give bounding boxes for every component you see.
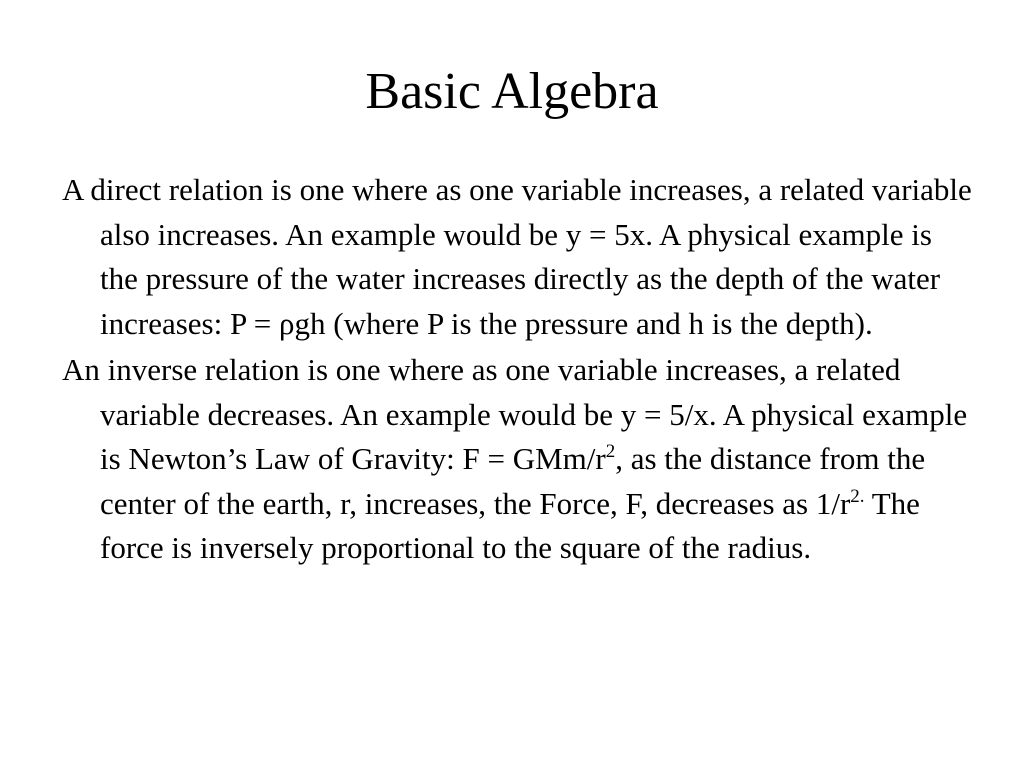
superscript-exponent: 2: [605, 441, 616, 462]
paragraph-text: The force is inversely proportional to the square of the radius.: [100, 485, 920, 565]
paragraph-text: An inverse relation is one where as one variable increases, a related variable decreases. An example would be y = 5/x. A physical example is Newton’s Law of Gravity: F = GMm/r: [62, 352, 968, 476]
paragraph-text: , as the distance from the center of the earth, r, increases, the Force, F, decreases as 1/r: [100, 441, 926, 521]
paragraph-direct-relation: [62, 168, 972, 346]
paragraph-text: A direct relation is one where as one variable increases, a related variable also increases. An example would be y = 5x. A physical example is the pressure of the water increases directly as the depth of the water increases: P = ρgh (where P is the pressure and h is the depth).: [62, 172, 972, 341]
slide-body: [62, 168, 972, 573]
slide-title: Basic Algebra: [365, 63, 659, 120]
superscript-exponent: 2.: [850, 485, 865, 507]
paragraph-inverse-relation: [62, 348, 972, 571]
